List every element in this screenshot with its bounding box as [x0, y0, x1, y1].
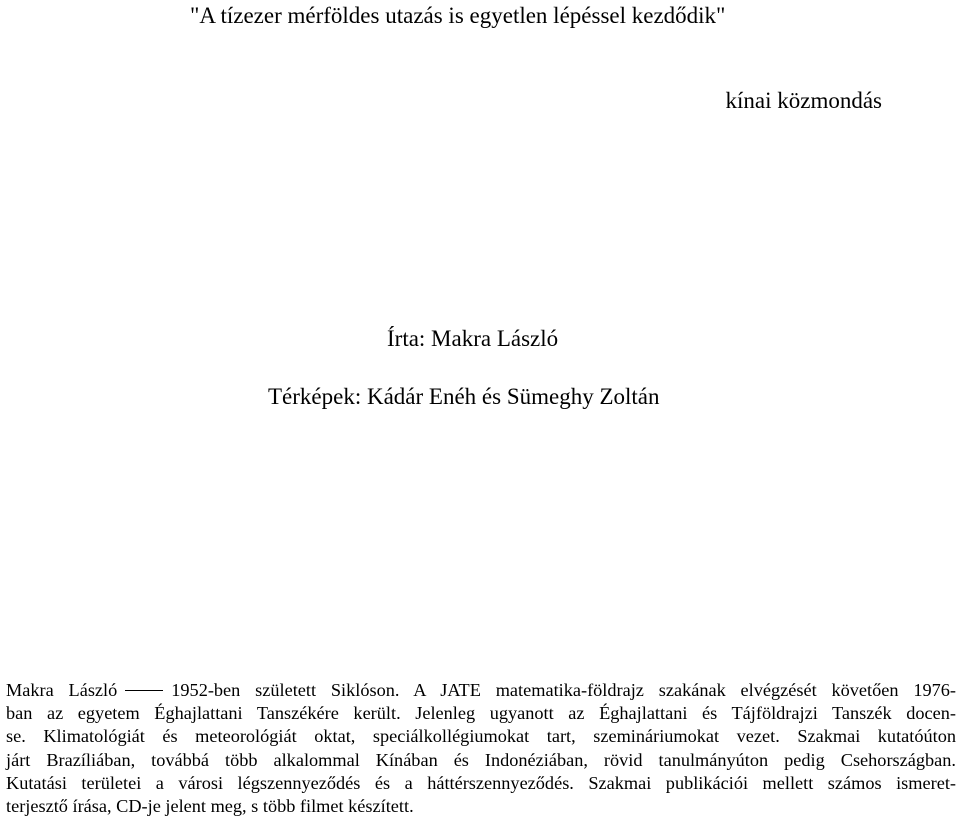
bio-line-4: járt Brazíliában, továbbá több alkalommal Kínában és Indonéziában, rövid tanulmányúton pedig Csehországban.: [6, 749, 956, 770]
author-credit: Írta: Makra László: [387, 326, 559, 351]
bio-line-5: Kutatási területei a városi légszennyeződés és a háttérszennyeződés. Szakmai publikációi mellett számos ismeret-: [6, 772, 956, 793]
em-dash: [125, 690, 163, 691]
bio-author-name: Makra László: [6, 680, 118, 700]
maps-credit: Térképek: Kádár Enéh és Sümeghy Zoltán: [268, 384, 660, 409]
bio-line-2: ban az egyetem Éghajlattani Tanszékére került. Jelenleg ugyanott az Éghajlattani és Tájföldrajzi Tanszék docen-: [6, 703, 956, 724]
bio-line-6: terjesztő írása, CD-je jelent meg, s több filmet készített.: [6, 796, 414, 817]
motto-quote: "A tízezer mérföldes utazás is egyetlen lépéssel kezdődik": [190, 3, 726, 28]
bio-line-3: se. Klimatológiát és meteorológiát oktat, speciálkollégiumokat tart, szemináriumokat vezet. Szakmai kutatóúton: [6, 726, 956, 747]
author-biography: [6, 679, 956, 818]
bio-line-1-text: 1952-ben született Siklóson. A JATE matematika-földrajz szakának elvégzését követően 1976-: [171, 680, 956, 700]
bio-line-1: [6, 679, 956, 702]
motto-source: kínai közmondás: [725, 88, 882, 113]
